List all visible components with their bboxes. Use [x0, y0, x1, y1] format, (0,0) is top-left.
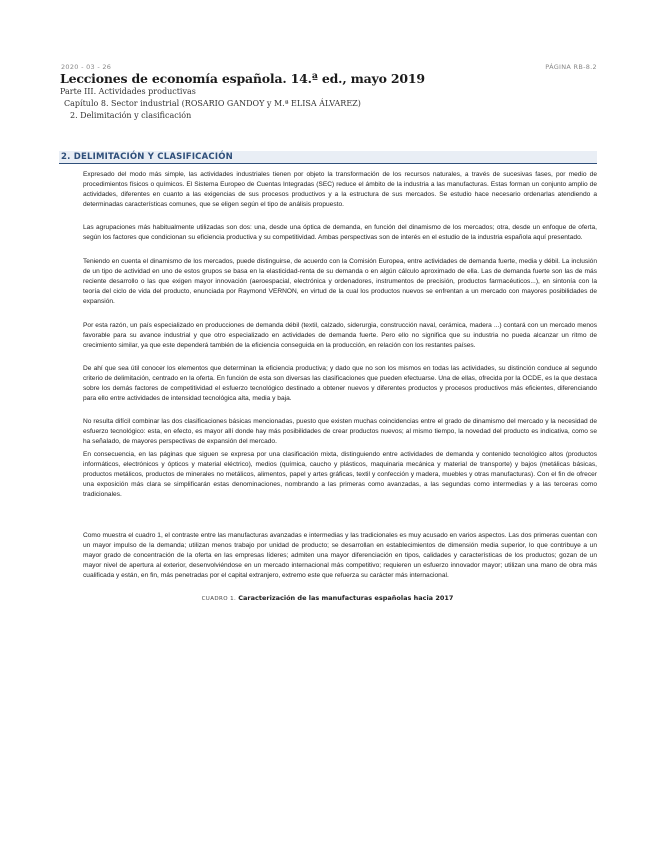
section-heading: 2. DELIMITACIÓN Y CLASIFICACIÓN: [61, 152, 233, 162]
book-title: Lecciones de economía española. 14.ª ed., mayo 2019: [60, 71, 425, 86]
page-reference: PÁGINA RB-8.2: [545, 63, 597, 71]
caption-label: CUADRO 1.: [201, 596, 237, 602]
paragraph-5: De ahí que sea útil conocer los elementos que determinan la eficiencia productiva; y dado que no son los mismos en todas las actividades, su distinción conduce al segundo criterio de delimitación, centrado en la oferta. En función de esta son diversas las clasificaciones que pueden efectuarse. Una de ellas, ofrecida por la OCDE, es la que destaca sobre los demás factores de competitividad el esfuerzo tecnológico destinado a obtener nuevos y diferentes productos y procesos productivos más eficientes, diferenciando para ello entre actividades de intensidad tecnológica alta, media y baja.: [83, 365, 597, 403]
breadcrumb-subsection: 2. Delimitación y clasificación: [70, 111, 192, 120]
document-date: 2020 - 03 - 26: [61, 63, 112, 71]
section-heading-bar: [59, 151, 597, 164]
top-metadata-line: [61, 63, 597, 71]
breadcrumb-part: Parte III. Actividades productivas: [60, 87, 196, 96]
paragraph-3: Teniendo en cuenta el dinamismo de los mercados, puede distinguirse, de acuerdo con la Comisión Europea, entre actividades de demanda fuerte, media y débil. La inclusión de un tipo de actividad en uno de estos grupos se basa en la elasticidad-renta de su demanda o en algún cálculo aproximado de ella. Las de demanda fuerte son las de más reciente desarrollo o las que exigen mayor innovación (aeroespacial, electrónica y ordenadores, instrumentos de precisión, productos farmacéuticos...), en sintonía con la teoría del ciclo de vida del producto, enunciada por Raymond VERNON, en virtud de la cual los productos nuevos se enfrentan a un mercado con mayores posibilidades de expansión.: [83, 258, 597, 306]
breadcrumb-chapter: Capítulo 8. Sector industrial (ROSARIO GANDOY y M.ª ELISA ÁLVAREZ): [64, 99, 361, 108]
paragraph-4: Por esta razón, un país especializado en producciones de demanda débil (textil, calzado, siderurgia, construcción naval, cerámica, madera ...) contará con un mercado menos favorable para su avance industrial y que otro especializado en actividades de demanda fuerte. Pero ello no significa que su industria no pueda alcanzar un ritmo de crecimiento similar, ya que este dependerá también de la eficiencia conseguida en la producción, en relación con los restantes países.: [83, 322, 597, 350]
paragraph-2: Las agrupaciones más habitualmente utilizadas son dos: una, desde una óptica de demanda, en función del dinamismo de los mercados; otra, desde un enfoque de oferta, según los factores que condicionan su eficiencia productiva y su competitividad. Ambas perspectivas son de interés en el estudio de la industria española aquí presentado.: [83, 224, 597, 242]
table-caption: [0, 594, 655, 602]
paragraph-6: No resulta difícil combinar las dos clasificaciones básicas mencionadas, puesto que existen muchas coincidencias entre el grado de dinamismo del mercado y la necesidad de esfuerzo tecnológico: esta, en efecto, es mayor allí donde hay más posibilidades de crear productos nuevos; al mismo tiempo, la novedad del producto es indicativa, como se ha señalado, de mayores perspectivas de expansión del mercado.: [83, 418, 597, 446]
paragraph-7: En consecuencia, en las páginas que siguen se expresa por una clasificación mixta, distinguiendo entre actividades de demanda y contenido tecnológico altos (productos informáticos, electrónicos y ópticos y material eléctrico), medios (química, caucho y plásticos, maquinaria mecánica y material de transporte) y bajos (metálicas básicas, productos metálicos, productos de minerales no metálicos, alimentos, papel y artes gráficas, textil y confección y madera, muebles y otras manufacturas). Con el fin de ofrecer una exposición más clara se simplificarán estas denominaciones, nombrando a las primeras como avanzadas, a las segundas como intermedias y a las terceras como tradicionales.: [83, 451, 597, 499]
caption-text: Caracterización de las manufacturas españolas hacia 2017: [238, 594, 454, 602]
paragraph-1: Expresado del modo más simple, las actividades industriales tienen por objeto la transformación de los recursos naturales, a través de sucesivas fases, por medio de procedimientos físicos o químicos. El Sistema Europeo de Cuentas Integradas (SEC) reduce el ámbito de la industria a las manufacturas. Estas forman un conjunto amplio de actividades, diferentes en cuanto a las exigencias de sus procesos productivos y a la estructura de sus mercados. Se estudio hace necesario ordenarlas atendiendo a determinadas características comunes, que se eligen según el tipo de análisis propuesto.: [83, 171, 597, 209]
paragraph-8: Como muestra el cuadro 1, el contraste entre las manufacturas avanzadas e intermedias y las tradicionales es muy acusado en varios aspectos. Las dos primeras cuentan con un mayor impulso de la demanda; utilizan menos trabajo por unidad de producto; se desarrollan en establecimientos de dimensión media superior, lo que contribuye a un mayor grado de concentración de la oferta en las empresas líderes; admiten una mayor diferenciación en tipos, calidades y características de los productos; gozan de un mayor nivel de apertura al exterior, desenvolviéndose en un mercado internacional más competitivo; requieren un esfuerzo innovador mayor; utilizan una mano de obra más cualificada y están, en fin, más penetradas por el capital extranjero, extremo este que refuerza su carácter más internacional.: [83, 532, 597, 580]
